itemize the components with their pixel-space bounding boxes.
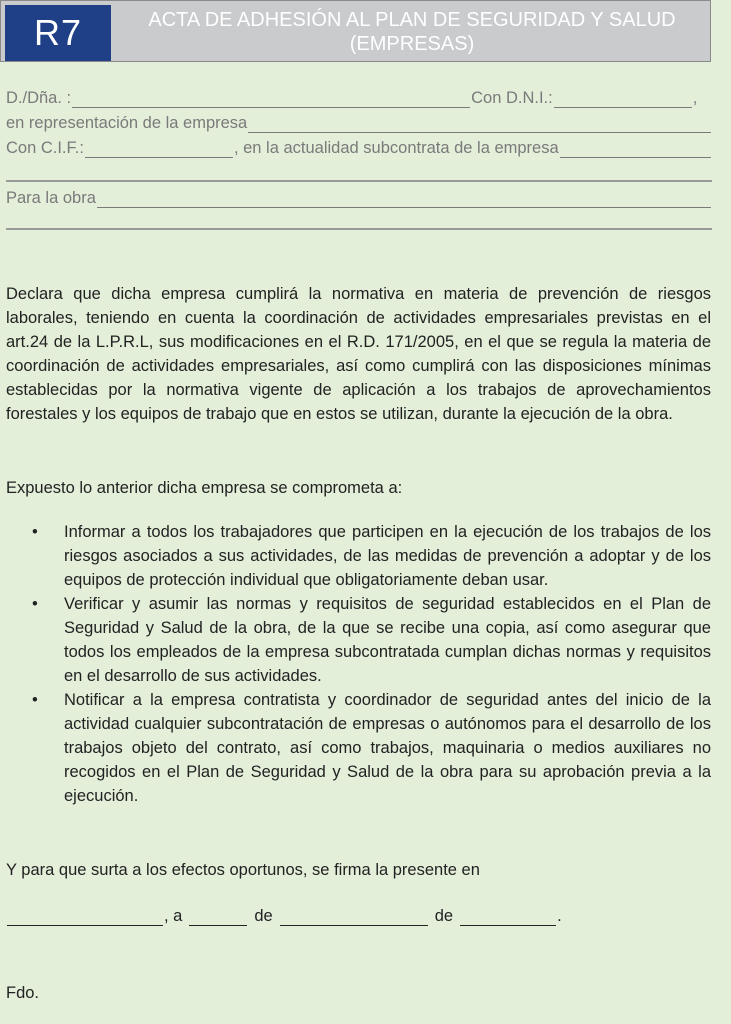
date-de-label: de [434,907,454,925]
name-dni-row [6,86,712,108]
closing-statement: Y para que surta a los efectos oportunos, se firma la presente en [6,861,480,879]
contractor-field[interactable] [560,141,711,158]
day-field[interactable] [189,909,247,926]
list-item [6,688,711,808]
dni-label: Con D.N.I.: [471,89,553,107]
year-field[interactable] [460,909,556,926]
title-line-2: (EMPRESAS) [349,33,475,55]
company-field[interactable] [248,116,711,133]
place-field[interactable] [7,909,163,926]
declaration-paragraph: Declara que dicha empresa cumplirá la normativa en materia de prevención de riesgos laborales, teniendo en cuenta la coordinación de actividades empresariales previstas en el art.24 de la L.P.R.L, sus modificaciones en el R.D. 171/2005, en el que se regula la materia de coordinación de actividades empresariales, así como cumplirá con las disposiciones mínimas establecidas por la normativa vigente de aplicación a los trabajos de aprovechamientos forestales y los equipos de trabajo que en estos se utilizan, durante la ejecución de la obra. [6,285,711,423]
cif-field[interactable] [85,141,233,158]
divider-line [6,228,712,230]
list-item [6,520,711,592]
document-header [0,0,711,62]
dni-suffix: , [692,89,698,107]
subcontract-label: , en la actualidad subcontrata de la empresa [233,139,559,157]
list-item-text: Notificar a la empresa contratista y coordinador de seguridad antes del inicio de la actividad cualquier subcontratación de empresas o autónomos para el desarrollo de los trabajos objeto del contrato, así como trabajos, maquinaria o medios auxiliares no recogidos en el Plan de Seguridad y Salud de la obra para su aprobación previa a la ejecución. [64,691,711,805]
cif-label: Con C.I.F.: [6,139,84,157]
commitment-list [6,520,711,808]
date-line [6,907,562,926]
bullet-icon: • [32,691,38,709]
form-code-badge [5,5,111,61]
work-label: Para la obra [6,189,96,207]
form-code: R7 [33,12,83,53]
document-title [114,3,710,61]
bullet-icon: • [32,595,38,613]
representation-label: en representación de la empresa [6,114,248,132]
bullet-icon: • [32,523,38,541]
date-a-label: , a [164,907,183,925]
name-label: D./Dña. : [6,89,72,107]
list-item-text: Verificar y asumir las normas y requisitos de seguridad establecidos en el Plan de Seguridad y Salud de la obra, de la que se recibe una copia, así como asegurar que todos los empleados de la empresa subcontratada cumplan dichas normas y requisitos en el desarrollo de sus actividades. [64,595,711,685]
date-end: . [557,907,562,925]
month-field[interactable] [280,909,428,926]
commitment-intro: Expuesto lo anterior dicha empresa se comprometa a: [6,479,403,497]
list-item-text: Informar a todos los trabajadores que participen en la ejecución de los trabajos de los riesgos asociados a sus actividades, de las medidas de prevención a adoptar y de los equipos de protección individual que obligatoriamente deban usar. [64,523,711,589]
title-line-1: ACTA DE ADHESIÓN AL PLAN DE SEGURIDAD Y SALUD [148,9,676,31]
signature-label: Fdo. [6,984,40,1002]
representation-row [6,111,712,133]
divider-line [6,180,712,182]
list-item [6,592,711,688]
cif-row [6,136,712,158]
work-field[interactable] [97,191,711,208]
dni-field[interactable] [554,91,692,108]
work-row [6,186,712,208]
name-field[interactable] [72,91,470,108]
date-de-label: de [254,907,273,925]
